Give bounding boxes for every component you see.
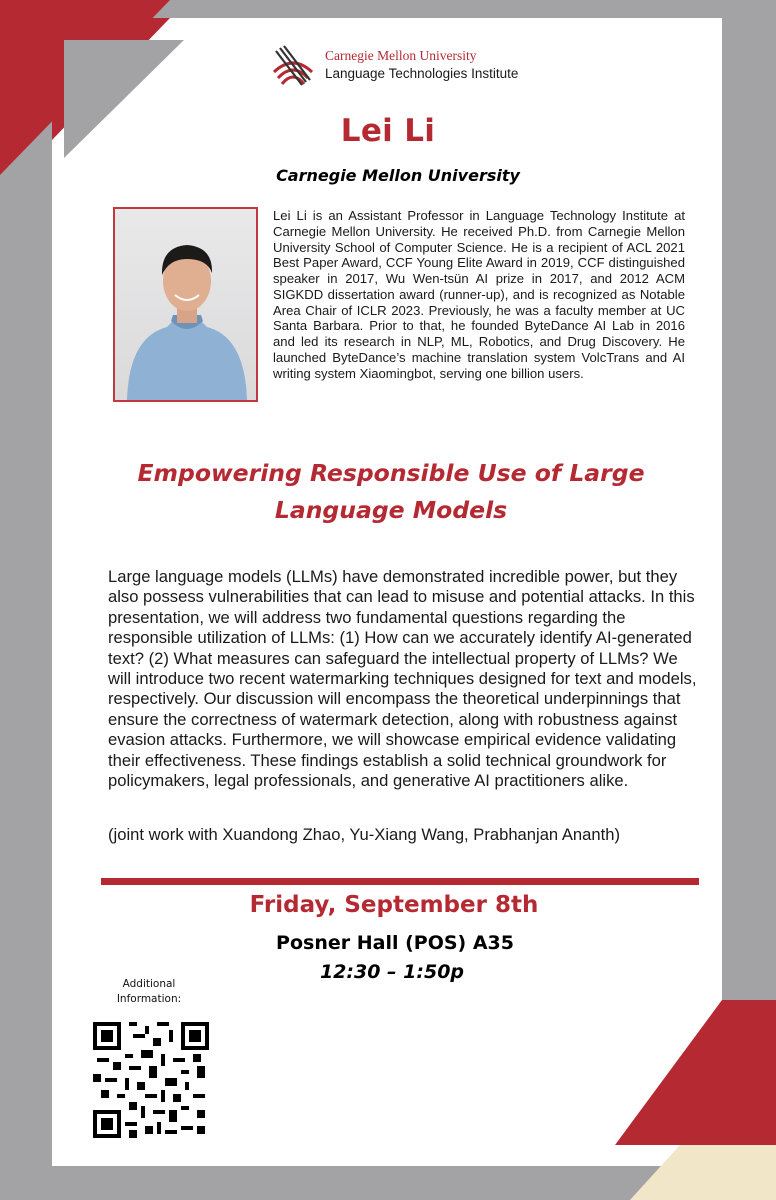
person-silhouette-icon [115,209,256,400]
speaker-bio: Lei Li is an Assistant Professor in Language Technology Institute at Carnegie Mellon University. He received Ph.D. from Carnegie Mellon University School of Computer Science. He is a recipient of ACL 2021 Best Paper Award, CCF Young Elite Award in 2019, CCF distinguished speaker in 2017, Wu Wen-tsün AI prize in 2017, and 2012 ACM SIGKDD dissertation award (runner-up), and is recognized as Notable Area Chair of ICLR 2023. Previously, he was a faculty member at UC Santa Barbara. Prior to that, he founded ByteDance AI Lab in 2016 and led its research in NLP, ML, Robotics, and Drug Discovery. He launched ByteDance’s machine translation system VolcTrans and AI writing system Xiaomingbot, serving one billion users. [273,208,685,381]
talk-title: Empowering Responsible Use of Large Language Models [137,459,645,524]
collaborators: (joint work with Xuandong Zhao, Yu-Xiang Wang, Prabhanjan Ananth) [108,825,620,844]
additional-info-label: Additional Information: [116,978,182,1005]
qr-code-icon[interactable] [93,1022,209,1138]
event-time: 12:30 – 1:50p [319,961,465,983]
divider [101,878,699,885]
speaker-name: Lei Li [340,113,436,149]
institute-name: Language Technologies Institute [325,66,519,81]
talk-abstract: Large language models (LLMs) have demonstrated incredible power, but they also possess vulnerabilities that can lead to misuse and potential attacks. In this presentation, we will address two fundamental questions regarding the responsible utilization of LLMs: (1) How can we accurately identify AI-generated text? (2) What measures can safeguard the intellectual property of LLMs? We will introduce two recent watermarking techniques designed for text and models, respectively. Our discussion will encompass the theoretical underpinnings that ensure the correctness of watermark detection, along with robustness against evasion attacks. Furthermore, we will showcase empirical evidence validating their effectiveness. These findings establish a solid technical groundwork for policymakers, legal professionals, and generative AI practitioners alike. [108,567,697,791]
speaker-affiliation: Carnegie Mellon University [276,166,520,185]
university-name: Carnegie Mellon University [325,48,477,63]
cmu-lti-logo [270,42,530,88]
cmu-lti-logo-icon [270,42,316,88]
speaker-photo [113,207,258,402]
event-location: Posner Hall (POS) A35 [276,932,514,954]
event-date: Friday, September 8th [249,892,539,918]
